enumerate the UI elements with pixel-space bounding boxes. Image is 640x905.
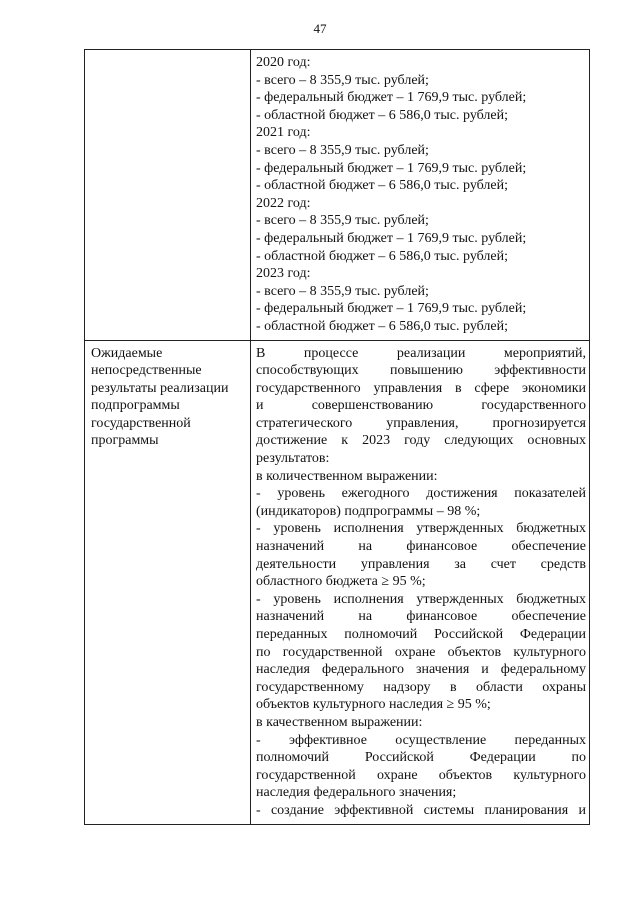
row-label-empty [85,50,251,341]
label-line: непосредственные [91,363,202,379]
funding-federal-2021: - федеральный бюджет – 1 769,9 тыс. рублей; [256,160,527,176]
text-line: - уровень ежегодного достижения показателей [256,486,586,502]
quantitative-heading: в количественном выражении: [256,468,438,484]
funding-federal-2022: - федеральный бюджет – 1 769,9 тыс. рублей; [256,230,527,246]
text-line: достижение к 2023 году следующих основных [256,433,586,449]
text-line: - создание эффективной системы планирования и [256,802,586,818]
funding-federal-2020: - федеральный бюджет – 1 769,9 тыс. рублей; [256,90,527,106]
funding-regional-2021: - областной бюджет – 6 586,0 тыс. рублей; [256,178,508,194]
year-2020-heading: 2020 год: [256,55,311,70]
funding-total-2021: - всего – 8 355,9 тыс. рублей; [256,142,429,158]
page-number: 47 [313,21,327,36]
text-line: переданных полномочий Российской Федерации [256,627,586,642]
text-line: способствующих повышению эффективности [256,363,586,379]
text-line: стратегического управления, прогнозируется [256,415,586,431]
expected-results-label [85,340,251,824]
funding-regional-2022: - областной бюджет – 6 586,0 тыс. рублей; [256,248,508,264]
text-line: В процессе реализации мероприятий, [256,345,586,361]
year-2022-heading: 2022 год: [256,195,311,211]
year-2021-heading: 2021 год: [256,125,311,141]
text-line: объектов культурного наследия ≥ 95 %; [256,697,491,713]
text-line: наследия федерального значения и федеральному [256,662,586,678]
expected-results-text [251,340,590,824]
text-line: по государственной охране объектов культурного [256,644,586,660]
funding-total-2020: - всего – 8 355,9 тыс. рублей; [256,72,429,88]
program-passport-table [84,49,590,825]
text-line: - уровень исполнения утвержденных бюджетных [256,521,586,537]
text-line: наследия федерального значения; [256,785,457,801]
table-row-expected-results [85,340,590,824]
text-line: назначений на финансовое обеспечение [256,539,586,555]
text-line: государственного управления в сфере экономики [256,380,586,396]
label-line: подпрограммы [91,398,180,414]
text-line: - эффективное осуществление переданных [256,732,586,748]
text-line: деятельности управления за счет средств [256,556,586,572]
label-line: программы [91,433,159,449]
text-line: результатов: [256,451,330,467]
funding-regional-2020: - областной бюджет – 6 586,0 тыс. рублей; [256,107,508,123]
text-line: государственному надзору в области охраны [256,679,586,695]
text-line: (индикаторов) подпрограммы – 98 %; [256,503,481,519]
table-row-funding [85,50,590,341]
text-line: - уровень исполнения утвержденных бюджетных [256,591,586,607]
label-line: государственной [91,415,191,431]
year-2023-heading: 2023 год: [256,266,311,282]
funding-total-2023: - всего – 8 355,9 тыс. рублей; [256,283,429,299]
funding-cell [251,50,590,341]
qualitative-heading: в качественном выражении: [256,714,423,730]
text-line: государственной охране объектов культурного [256,767,586,783]
label-line: результаты реализации [91,380,229,396]
text-line: назначений на финансовое обеспечение [256,609,586,625]
text-line: полномочий Российской Федерации по [256,750,586,766]
text-line: и совершенствованию государственного [256,398,586,414]
text-line: областного бюджета ≥ 95 %; [256,574,426,590]
funding-regional-2023: - областной бюджет – 6 586,0 тыс. рублей; [256,318,508,334]
funding-total-2022: - всего – 8 355,9 тыс. рублей; [256,213,429,229]
funding-federal-2023: - федеральный бюджет – 1 769,9 тыс. рублей; [256,301,527,317]
label-line: Ожидаемые [91,345,163,361]
